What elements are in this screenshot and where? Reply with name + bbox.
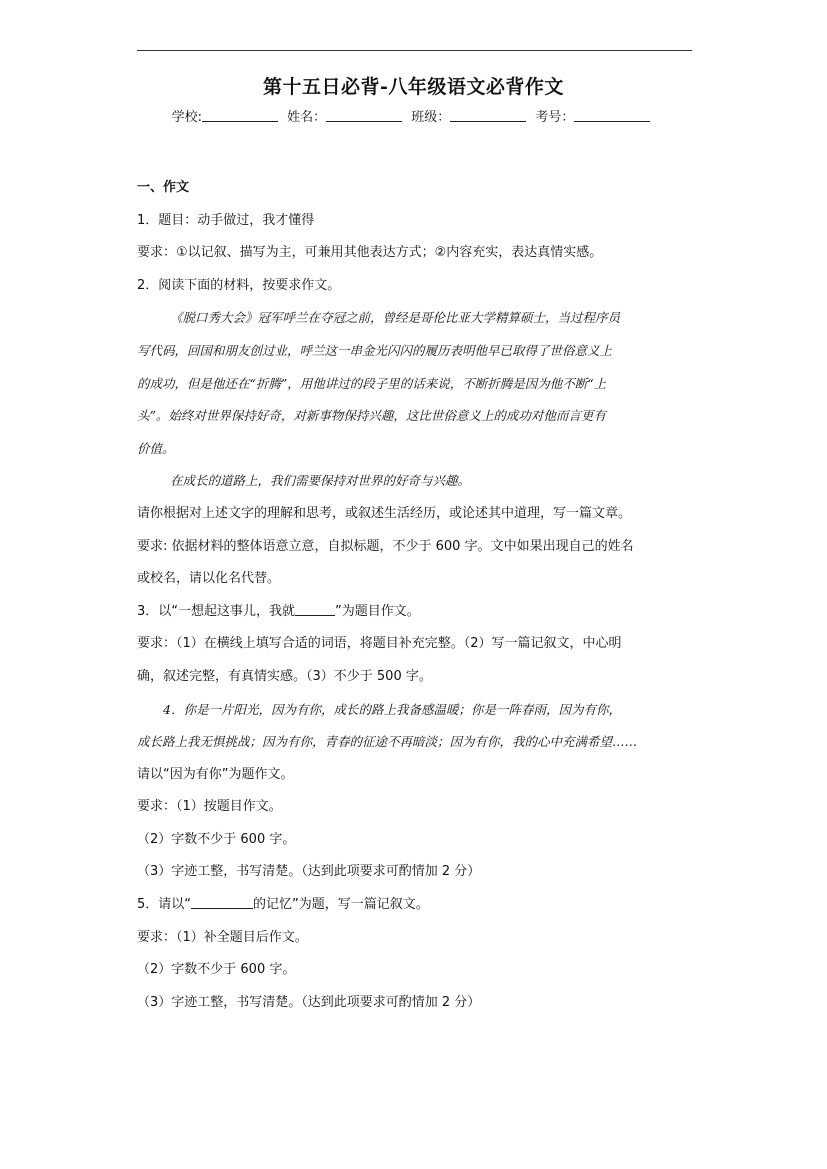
class-blank bbox=[450, 108, 526, 122]
q5-title-start: 5．请以“ bbox=[137, 897, 192, 913]
q3-title-blank bbox=[295, 603, 335, 616]
header-rule bbox=[137, 50, 692, 51]
q2-requirement-line: 或校名，请以化名代替。 bbox=[137, 571, 281, 587]
q2-material-line: 价值。 bbox=[137, 440, 175, 456]
q2-intro: 2．阅读下面的材料，按要求作文。 bbox=[137, 277, 341, 293]
q4-material-line: 4．你是一片阳光，因为有你，成长的路上我备感温暖；你是一阵春雨，因为有你， bbox=[163, 701, 621, 717]
name-blank bbox=[326, 108, 402, 122]
q4-requirement-line: （3）字迹工整，书写清楚。（达到此项要求可酌情加 2 分） bbox=[137, 864, 481, 880]
q4-requirement-line: 要求：（1）按题目作文。 bbox=[137, 799, 282, 815]
student-info-row bbox=[0, 106, 827, 125]
number-label: 考号： bbox=[535, 110, 575, 125]
q3-title-end: ”为题目作文。 bbox=[335, 603, 420, 619]
school-blank bbox=[202, 108, 278, 122]
q5-title bbox=[137, 889, 692, 922]
q5-title-end: 的记忆”为题，写一篇记叙文。 bbox=[253, 897, 429, 913]
section-heading: 一、作文 bbox=[137, 180, 190, 195]
q4-task: 请以“因为有你”为题作文。 bbox=[137, 766, 294, 782]
q2-material-line: 写代码，回国和朋友创过业，呼兰这一串金光闪闪的履历表明他早已取得了世俗意义上 bbox=[137, 342, 613, 358]
number-blank bbox=[574, 108, 650, 122]
page-title: 第十五日必背-八年级语文必背作文 bbox=[263, 76, 564, 98]
q2-task: 请你根据对上述文字的理解和思考，或叙述生活经历，或论述其中道理，写一篇文章。 bbox=[137, 505, 632, 521]
q2-material-line: 《脱口秀大会》冠军呼兰在夺冠之前，曾经是哥伦比亚大学精算硕士，当过程序员 bbox=[170, 310, 621, 326]
q5-requirement-line: （3）字迹工整，书写清楚。（达到此项要求可酌情加 2 分） bbox=[137, 994, 481, 1010]
q2-requirement-line: 要求: 依据材料的整体语意立意，自拟标题，不少于 600 字。文中如果出现自己的姓名 bbox=[137, 538, 634, 554]
q4-material-line: 成长路上我无惧挑战；因为有你，青春的征途不再暗淡；因为有你，我的心中充满希望…… bbox=[137, 734, 638, 750]
q2-material-line: 头”。始终对世界保持好奇，对新事物保持兴趣，这比世俗意义上的成功对他而言更有 bbox=[137, 408, 606, 424]
q2-material-line: 的成功，但是他还在“折腾”，用他讲过的段子里的话来说，不断折腾是因为他不断“上 bbox=[137, 375, 607, 391]
q3-requirement-line: 要求：（1）在横线上填写合适的词语，将题目补充完整。（2）写一篇记叙文，中心明 bbox=[137, 636, 622, 652]
document-body bbox=[137, 172, 692, 1019]
q1-title: 1．题目：动手做过，我才懂得 bbox=[137, 212, 315, 228]
q4-requirement-line: （2）字数不少于 600 字。 bbox=[137, 831, 296, 847]
name-label: 姓名： bbox=[287, 110, 327, 125]
q2-material-line: 在成长的道路上，我们需要保持对世界的好奇与兴趣。 bbox=[170, 473, 471, 489]
q3-title bbox=[137, 596, 692, 629]
q3-title-start: 3．以“一想起这事儿，我就 bbox=[137, 603, 296, 619]
q5-requirement-line: 要求：（1）补全题目后作文。 bbox=[137, 929, 308, 945]
q1-requirement: 要求：①以记叙、描写为主，可兼用其他表达方式；②内容充实，表达真情实感。 bbox=[137, 245, 603, 261]
q5-requirement-line: （2）字数不少于 600 字。 bbox=[137, 962, 296, 978]
class-label: 班级： bbox=[411, 110, 451, 125]
q3-requirement-line: 确，叙述完整，有真情实感。（3）不少于 500 字。 bbox=[137, 668, 432, 684]
school-label: 学校: bbox=[171, 110, 202, 125]
q5-title-blank bbox=[191, 896, 253, 909]
